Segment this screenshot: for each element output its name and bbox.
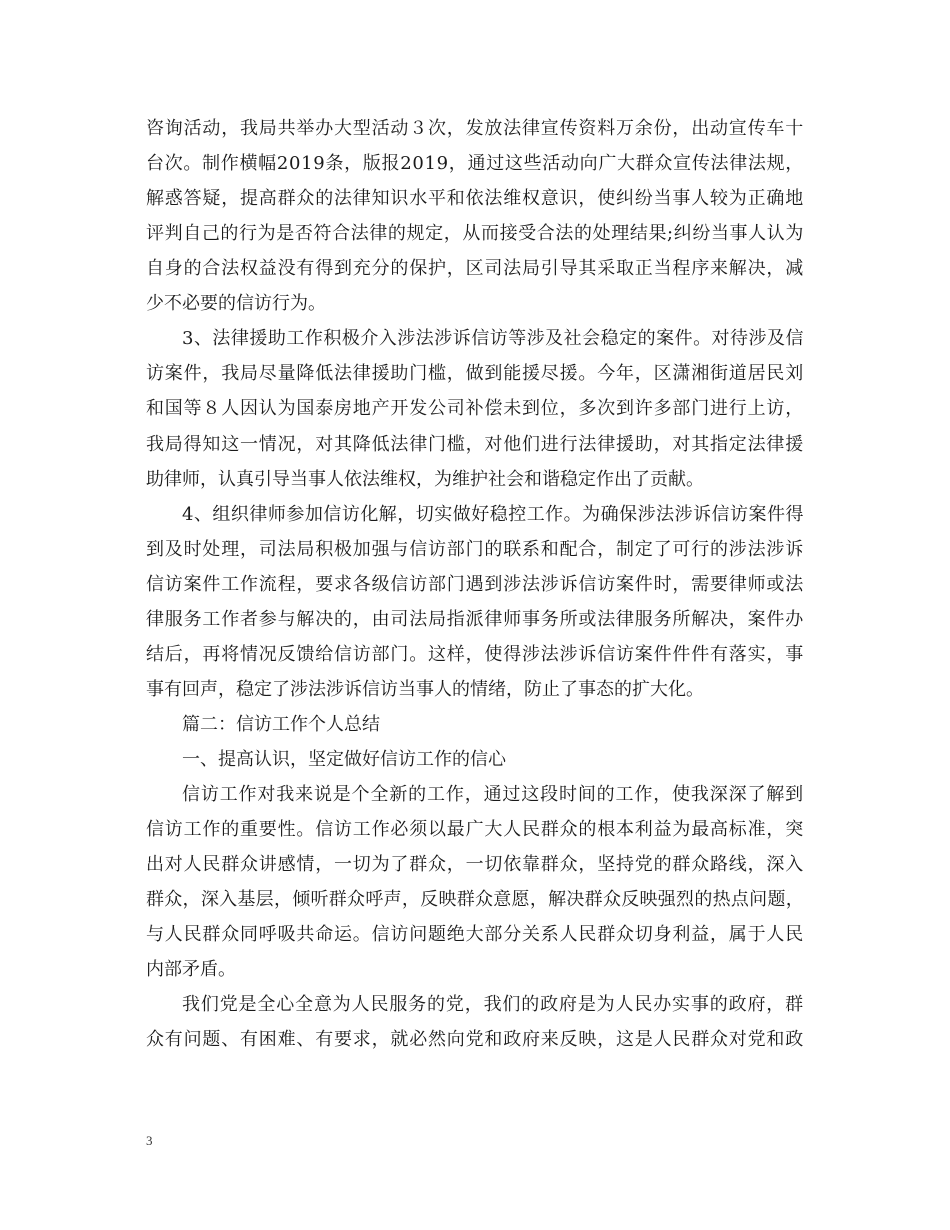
text-line: 咨询活动，我局共举办大型活动３次，发放法律宣传资料万余份，出动宣传车十	[146, 118, 804, 139]
text-line: 律服务工作者参与解决的，由司法局指派律师事务所或法律服务所解决，案件办	[146, 609, 804, 630]
text-line: 一、提高认识，坚定做好信访工作的信心	[182, 749, 506, 770]
text-line: 我局得知这一情况，对其降低法律门槛，对他们进行法律援助，对其指定法律援	[146, 434, 804, 455]
text-line: 到及时处理，司法局积极加强与信访部门的联系和配合，制定了可行的涉法涉诉	[146, 539, 804, 560]
page-number: 3	[146, 1133, 153, 1148]
text-line: 少不必要的信访行为。	[146, 293, 326, 314]
text-line: 事有回声，稳定了涉法涉诉信访当事人的情绪，防止了事态的扩大化。	[146, 679, 704, 700]
text-line: 群众，深入基层，倾听群众呼声，反映群众意愿，解决群众反映强烈的热点问题，	[146, 889, 804, 910]
text-line: 众有问题、有困难、有要求，就必然向党和政府来反映，这是人民群众对党和政	[146, 1029, 804, 1050]
text-line: 与人民群众同呼吸共命运。信访问题绝大部分关系人民群众切身利益，属于人民	[146, 924, 804, 945]
text-line: 解惑答疑，提高群众的法律知识水平和依法维权意识，使纠纷当事人较为正确地	[146, 188, 804, 209]
text-line: 结后，再将情况反馈给信访部门。这样，使得涉法涉诉信访案件件件有落实，事	[146, 644, 804, 665]
text-line: 信访案件工作流程，要求各级信访部门遇到涉法涉诉信访案件时，需要律师或法	[146, 574, 804, 595]
text-line: 篇二：信访工作个人总结	[182, 714, 380, 735]
text-line: 内部矛盾。	[146, 959, 236, 980]
text-line: 3、法律援助工作积极介入涉法涉诉信访等涉及社会稳定的案件。对待涉及信	[182, 328, 804, 349]
text-line: 4、组织律师参加信访化解，切实做好稳控工作。为确保涉法涉诉信访案件得	[182, 504, 804, 525]
text-line: 信访工作对我来说是个全新的工作，通过这段时间的工作，使我深深了解到	[182, 784, 804, 805]
text-line: 我们党是全心全意为人民服务的党，我们的政府是为人民办实事的政府，群	[182, 994, 804, 1015]
text-line: 助律师，认真引导当事人依法维权，为维护社会和谐稳定作出了贡献。	[146, 469, 704, 490]
text-line: 台次。制作横幅2019条，版报2019，通过这些活动向广大群众宣传法律法规，	[146, 153, 804, 174]
text-line: 访案件，我局尽量降低法律援助门槛，做到能援尽援。今年，区潇湘街道居民刘	[146, 363, 804, 384]
text-line: 和国等８人因认为国泰房地产开发公司补偿未到位，多次到许多部门进行上访，	[146, 398, 804, 419]
text-line: 信访工作的重要性。信访工作必须以最广大人民群众的根本利益为最高标准，突	[146, 819, 804, 840]
text-line: 自身的合法权益没有得到充分的保护，区司法局引导其采取正当程序来解决，减	[146, 258, 804, 279]
text-line: 评判自己的行为是否符合法律的规定，从而接受合法的处理结果;纠纷当事人认为	[146, 223, 804, 244]
text-line: 出对人民群众讲感情，一切为了群众，一切依靠群众，坚持党的群众路线，深入	[146, 854, 804, 875]
